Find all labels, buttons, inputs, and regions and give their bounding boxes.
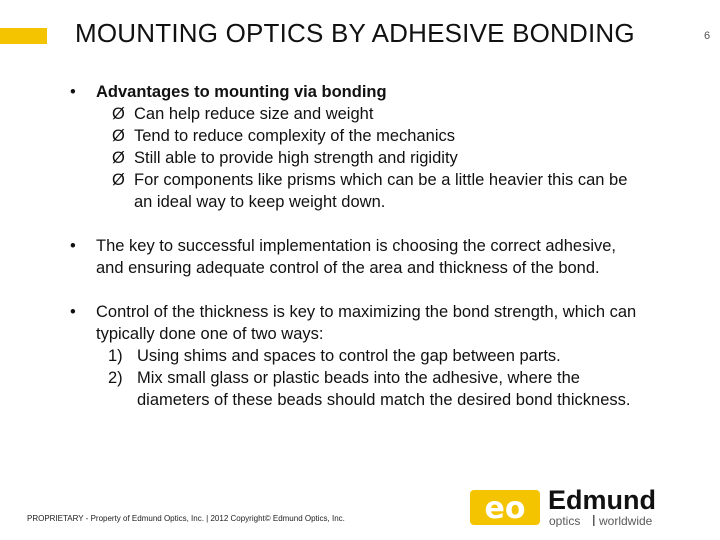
bullet-marker: • <box>70 83 76 101</box>
arrow-marker: Ø <box>112 105 125 123</box>
numbered-item <box>108 367 648 411</box>
edmund-optics-logo <box>470 487 690 527</box>
sub-item-text: Can help reduce size and weight <box>134 105 374 123</box>
numbered-item-text: Using shims and spaces to control the gap between parts. <box>137 347 561 365</box>
bullet-marker: • <box>70 303 76 321</box>
sub-list-advantages <box>96 103 648 213</box>
logo-tagline-left: optics <box>549 514 581 527</box>
number-marker: 2) <box>108 369 123 387</box>
arrow-marker: Ø <box>112 171 125 189</box>
arrow-marker: Ø <box>112 127 125 145</box>
bullet-advantages <box>68 81 648 213</box>
bullet-key-implementation <box>68 235 648 279</box>
sub-item-text: For components like prisms which can be a little heavier this can be an ideal way to keep weight down. <box>134 171 628 211</box>
bullet-text: Control of the thickness is key to maximizing the bond strength, which can typically done one of two ways: <box>96 303 637 343</box>
logo-brand-name: Edmund <box>548 487 656 515</box>
numbered-item-text: Mix small glass or plastic beads into the adhesive, where the diameters of these beads should match the desired bond thickness. <box>137 369 631 409</box>
logo-monogram: eo <box>484 491 526 526</box>
eo-monogram-icon <box>470 490 540 526</box>
sub-item <box>112 169 648 213</box>
slide-body <box>68 81 648 411</box>
sub-item <box>112 125 648 147</box>
numbered-item <box>108 345 648 367</box>
proprietary-footer: PROPRIETARY - Property of Edmund Optics, Inc. | 2012 Copyright© Edmund Optics, Inc. <box>27 514 345 523</box>
page-number: 6 <box>704 30 711 42</box>
sub-item-text: Still able to provide high strength and rigidity <box>134 149 458 167</box>
bullet-text: Advantages to mounting via bonding <box>96 83 387 101</box>
title-accent-bar <box>0 28 47 44</box>
sub-item <box>112 147 648 169</box>
sub-item <box>112 103 648 125</box>
arrow-marker: Ø <box>112 149 125 167</box>
bullet-marker: • <box>70 237 76 255</box>
number-marker: 1) <box>108 347 123 365</box>
numbered-list <box>96 345 648 411</box>
bullet-text: The key to successful implementation is choosing the correct adhesive, and ensuring adequate control of the area and thickness of the bond. <box>96 237 617 277</box>
bullet-thickness-control <box>68 301 648 411</box>
logo-tagline-right: worldwide <box>599 514 653 527</box>
sub-item-text: Tend to reduce complexity of the mechanics <box>134 127 456 145</box>
logo-divider <box>593 515 595 526</box>
slide-title: MOUNTING OPTICS BY ADHESIVE BONDING <box>75 18 635 48</box>
